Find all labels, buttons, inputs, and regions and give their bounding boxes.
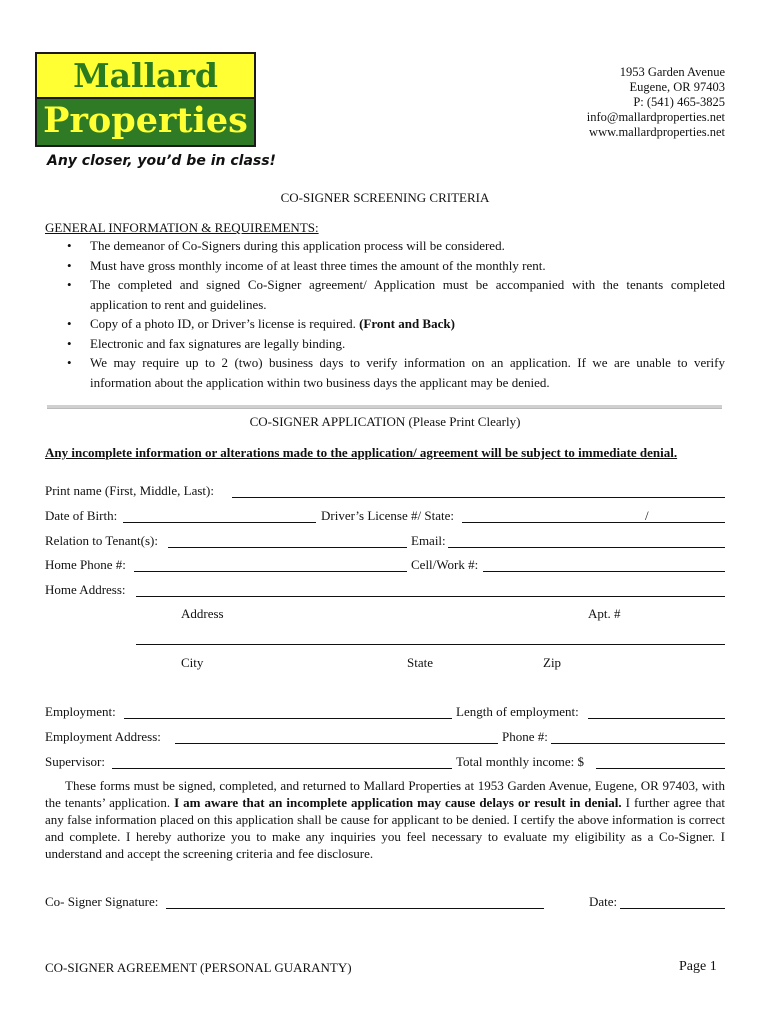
signature-field[interactable]: [166, 908, 544, 909]
criteria-item: • The demeanor of Co-Signers during this application process will be considered.: [45, 236, 725, 256]
emp-phone-label: Phone #:: [502, 729, 548, 744]
criteria-item: • We may require up to 2 (two) business days to verify information on an application. If we are unable to verify information about the application within two business days the applicant may be denied.: [45, 353, 725, 392]
emp-address-field[interactable]: [175, 743, 498, 744]
criteria-item: • Copy of a photo ID, or Driver’s license is required. (Front and Back): [45, 314, 725, 334]
signature-label: Co- Signer Signature:: [45, 894, 159, 909]
employment-field[interactable]: [124, 718, 452, 719]
relation-field[interactable]: [168, 547, 407, 548]
emp-phone-field[interactable]: [551, 743, 725, 744]
logo-line-2: Properties: [35, 97, 256, 147]
email-label: Email:: [411, 533, 446, 548]
employment-label: Employment:: [45, 704, 116, 719]
apt-sublabel: Apt. #: [588, 606, 621, 621]
criteria-list: [45, 236, 725, 392]
income-label: Total monthly income: $: [456, 754, 584, 769]
date-field[interactable]: [620, 908, 725, 909]
contact-email: info@mallardproperties.net: [586, 110, 725, 124]
emp-address-label: Employment Address:: [45, 729, 161, 744]
city-state-zip-field[interactable]: [136, 644, 725, 645]
paragraph-bold: I am aware that an incomplete application may cause delays or result in denial.: [174, 795, 622, 810]
date-label: Date:: [589, 894, 618, 909]
criteria-item: • The completed and signed Co-Signer agreement/ Application must be accompanied with the tenants completed application to rent and guidelines.: [45, 275, 725, 314]
footer-title: CO-SIGNER AGREEMENT (PERSONAL GUARANTY): [45, 960, 352, 975]
print-name-field[interactable]: [232, 497, 725, 498]
general-heading: GENERAL INFORMATION & REQUIREMENTS:: [45, 220, 319, 235]
dob-label: Date of Birth:: [45, 508, 118, 523]
criteria-bold: (Front and Back): [359, 316, 455, 331]
address-sublabel: Address: [181, 606, 224, 621]
home-phone-label: Home Phone #:: [45, 557, 126, 572]
contact-street: 1953 Garden Avenue: [619, 65, 725, 79]
application-title: CO-SIGNER APPLICATION (Please Print Clearly): [249, 414, 521, 429]
supervisor-field[interactable]: [112, 768, 452, 769]
city-sublabel: City: [181, 655, 204, 670]
license-label: Driver’s License #/ State:: [321, 508, 454, 523]
income-field[interactable]: [596, 768, 725, 769]
contact-city: Eugene, OR 97403: [629, 80, 725, 94]
license-field[interactable]: [462, 522, 725, 523]
home-address-field[interactable]: [136, 596, 725, 597]
logo-tagline: Any closer, you’d be in class!: [47, 153, 276, 169]
denial-warning: Any incomplete information or alterations made to the application/ agreement will be subject to immediate denial.: [45, 445, 678, 460]
email-field[interactable]: [448, 547, 725, 548]
page-number: Page 1: [679, 959, 717, 974]
contact-phone: P: (541) 465-3825: [633, 95, 725, 109]
cell-field[interactable]: [483, 571, 725, 572]
length-field[interactable]: [588, 718, 725, 719]
logo-line-1: Mallard: [35, 52, 256, 97]
license-slash: /: [645, 508, 649, 523]
state-sublabel: State: [407, 655, 433, 670]
print-name-label: Print name (First, Middle, Last):: [45, 483, 214, 498]
zip-sublabel: Zip: [543, 655, 562, 670]
relation-label: Relation to Tenant(s):: [45, 533, 158, 548]
contact-block: [587, 65, 725, 140]
section-divider: [47, 405, 722, 409]
company-logo: [35, 52, 256, 147]
supervisor-label: Supervisor:: [45, 754, 105, 769]
cell-label: Cell/Work #:: [411, 557, 479, 572]
home-address-label: Home Address:: [45, 582, 126, 597]
contact-website: www.mallardproperties.net: [589, 125, 725, 139]
criteria-item: • Must have gross monthly income of at least three times the amount of the monthly rent.: [45, 256, 725, 276]
agreement-paragraph: These forms must be signed, completed, and returned to Mallard Properties at 1953 Garden Avenue, Eugene, OR 97403, with the tenants’ application. I am aware that an incomplete application may cause delays or result in denial. I further agree that any false information placed on this application shall be cause for applicant to be denied. I certify the above information is correct and complete. I hereby authorize you to make any inquiries you feel necessary to evaluate my eligibility as a Co-Signer. I understand and accept the screening criteria and fee disclosure.: [45, 778, 726, 861]
criteria-item: • Electronic and fax signatures are legally binding.: [45, 334, 725, 354]
length-label: Length of employment:: [456, 704, 579, 719]
home-phone-field[interactable]: [134, 571, 407, 572]
dob-field[interactable]: [123, 522, 316, 523]
screening-title: CO-SIGNER SCREENING CRITERIA: [280, 190, 490, 205]
